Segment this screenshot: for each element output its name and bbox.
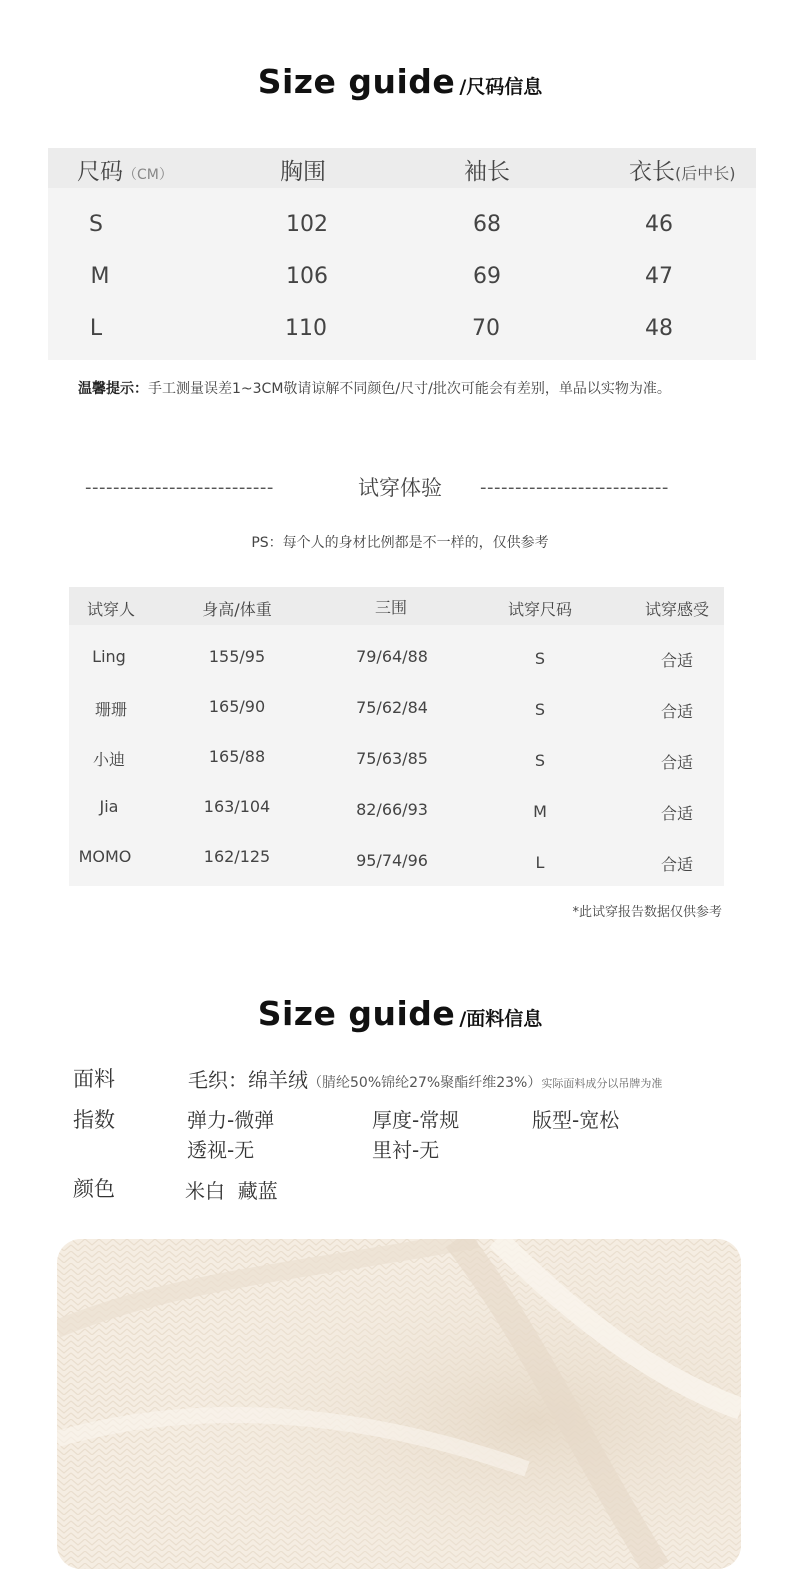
chest-cell: 110	[285, 316, 327, 341]
size-cell: M	[90, 264, 110, 289]
index-thickness: 厚度-常规	[372, 1108, 460, 1132]
height-weight-cell: 165/90	[208, 697, 266, 716]
tried-size-cell: S	[534, 751, 546, 770]
sleeve-header: 袖长	[464, 159, 510, 185]
size-header	[77, 153, 173, 186]
tried-size-cell: L	[535, 853, 545, 872]
height-weight-header: 身高/体重	[202, 600, 272, 619]
tried-size-cell: S	[534, 700, 546, 719]
tryon-note: *此试穿报告数据仅供参考	[572, 905, 722, 920]
measurements-cell: 82/66/93	[356, 800, 428, 819]
size-header-unit: （CM）	[123, 167, 173, 183]
material-value: 毛织：绵羊绒	[188, 1068, 308, 1092]
fit-cell: 合适	[660, 651, 694, 670]
fit-cell: 合适	[660, 804, 694, 823]
tried-size-cell: M	[533, 802, 547, 821]
measurements-header: 三围	[374, 598, 408, 617]
size-cell: L	[89, 316, 103, 341]
length-cell: 47	[645, 264, 673, 289]
size-guide-heading	[0, 62, 800, 101]
fit-feeling-header: 试穿感受	[644, 600, 710, 619]
tip-label: 温馨提示：	[78, 381, 148, 397]
material-note: 实际面料成分以吊牌为准	[541, 1077, 663, 1090]
chest-cell: 102	[286, 212, 328, 237]
divider-left: ---------------------------	[85, 477, 274, 498]
length-header-note: (后中长)	[675, 164, 736, 183]
tryon-ps: PS：每个人的身材比例都是不一样的，仅供参考	[251, 535, 549, 551]
tried-size-header: 试穿尺码	[507, 600, 573, 619]
fabric-subtitle: /面料信息	[459, 1008, 543, 1030]
divider-right: ---------------------------	[480, 477, 669, 498]
color-value: 米白 藏蓝	[185, 1179, 278, 1203]
measurements-cell: 75/62/84	[356, 698, 428, 717]
sleeve-cell: 68	[473, 212, 501, 237]
height-weight-cell: 165/88	[208, 747, 266, 766]
tip-text: 手工测量误差1~3CM敬请谅解不同颜色/尺寸/批次可能会有差别，单品以实物为准。	[148, 381, 671, 397]
tryon-table	[69, 587, 724, 886]
fit-cell: 合适	[660, 855, 694, 874]
sleeve-cell: 69	[473, 264, 501, 289]
height-weight-cell: 155/95	[208, 647, 266, 666]
chest-header: 胸围	[280, 159, 326, 185]
knit-texture-image	[57, 1239, 741, 1569]
tester-name: Ling	[92, 647, 126, 666]
length-cell: 48	[645, 316, 673, 341]
length-header-label: 衣长	[629, 159, 675, 185]
sleeve-cell: 70	[472, 316, 500, 341]
size-cell: S	[89, 212, 103, 237]
index-lining: 里衬-无	[372, 1138, 440, 1162]
index-sheerness: 透视-无	[187, 1138, 255, 1162]
fabric-heading	[0, 994, 800, 1033]
tester-header: 试穿人	[86, 600, 136, 619]
measurements-cell: 75/63/85	[356, 749, 428, 768]
fit-cell: 合适	[660, 702, 694, 721]
fit-cell: 合适	[660, 753, 694, 772]
size-guide-subtitle: /尺码信息	[459, 76, 543, 98]
index-label: 指数	[73, 1108, 115, 1132]
size-guide-title: Size guide	[257, 62, 456, 101]
index-elasticity: 弹力-微弹	[187, 1108, 275, 1132]
size-header-label: 尺码	[77, 159, 123, 185]
height-weight-cell: 162/125	[203, 847, 271, 866]
tried-size-cell: S	[534, 649, 546, 668]
height-weight-cell: 163/104	[203, 797, 271, 816]
tryon-title: 试穿体验	[358, 476, 442, 500]
material-value-line	[188, 1064, 662, 1093]
length-cell: 46	[645, 212, 673, 237]
color-label: 颜色	[73, 1177, 115, 1201]
chest-cell: 106	[286, 264, 328, 289]
tester-name: MOMO	[78, 847, 132, 866]
size-table	[48, 148, 756, 360]
length-header	[629, 153, 736, 186]
fabric-title: Size guide	[257, 994, 456, 1033]
measurements-cell: 79/64/88	[356, 647, 428, 666]
tester-name: 珊珊	[94, 700, 128, 719]
material-label: 面料	[73, 1067, 115, 1091]
index-fit: 版型-宽松	[532, 1108, 620, 1132]
measurement-tip	[78, 378, 671, 398]
measurements-cell: 95/74/96	[356, 851, 428, 870]
tester-name: Jia	[99, 797, 119, 816]
tester-name: 小迪	[92, 750, 126, 769]
material-detail: （腈纶50%锦纶27%聚酯纤维23%）	[308, 1075, 542, 1091]
fabric-photo	[57, 1239, 741, 1569]
